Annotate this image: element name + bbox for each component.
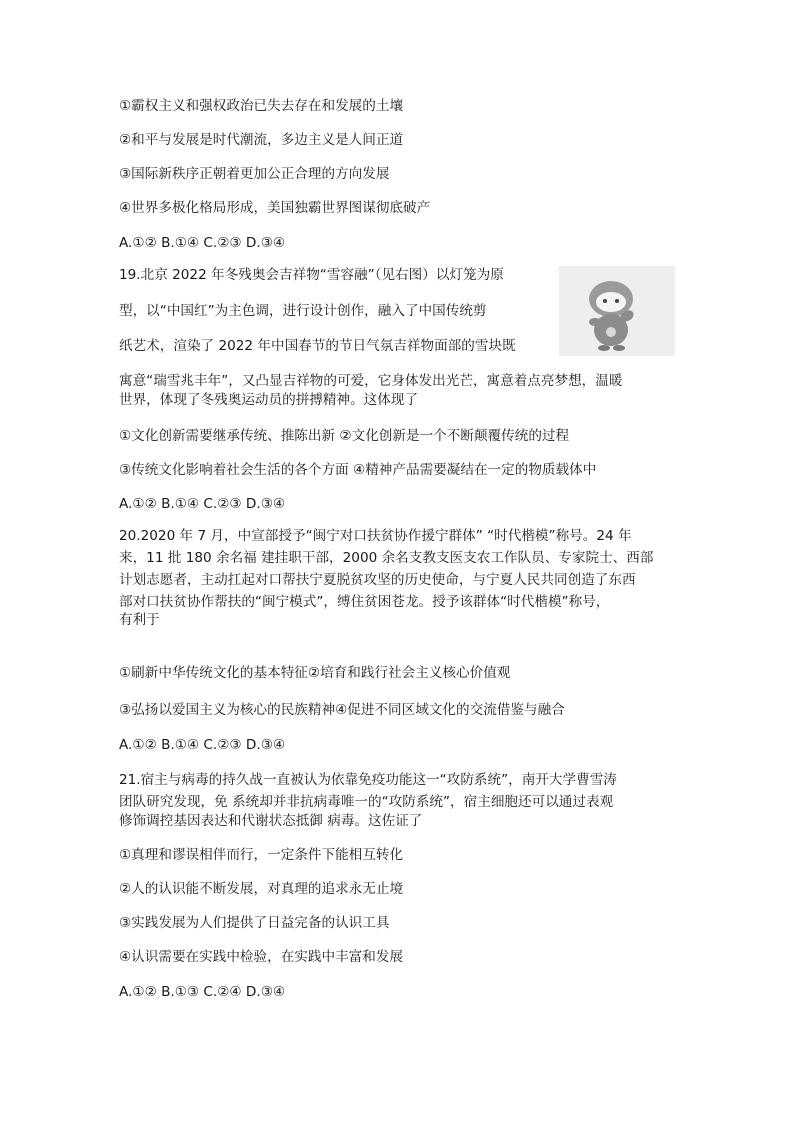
q20-option-1: ①刷新中华传统文化的基本特征②培育和践行社会主义核心价值观 — [119, 665, 511, 681]
q19-stem-line-3: 纸艺术，渲染了 2022 年中国春节的节日气氛吉祥物面部的雪块既 — [119, 338, 516, 354]
q20-option-2: ③弘扬以爱国主义为核心的民族精神④促进不同区域文化的交流借鉴与融合 — [119, 702, 565, 718]
mascot-image — [559, 266, 675, 356]
q21-option-4: ④认识需要在实践中检验，在实践中丰富和发展 — [119, 949, 404, 965]
q19-stem-line-4: 寓意“瑞雪兆丰年”，又凸显吉祥物的可爱，它身体发出光芒，寓意着点亮梦想，温暖 — [119, 373, 623, 389]
q19-stem-line-1: 19.北京 2022 年冬残奥会吉祥物“雪容融”（见右图）以灯笼为原 — [119, 267, 504, 283]
q20-stem-line-5: 有利于 — [119, 612, 160, 628]
q21-option-3: ③实践发展为人们提供了日益完备的认识工具 — [119, 915, 390, 931]
q18-option-2: ②和平与发展是时代潮流，多边主义是人间正道 — [119, 132, 404, 148]
q19-stem-line-2: 型，以“中国红”为主色调，进行设计创作，融入了中国传统剪 — [119, 303, 487, 319]
q20-stem-line-2: 来，11 批 180 余名福 建挂职干部，2000 余名支教支医支农工作队员、专家院士、西部 — [119, 550, 654, 566]
q21-stem-line-3: 修饰调控基因表达和代谢状态抵御 病毒。这佐证了 — [119, 813, 423, 829]
q21-option-2: ②人的认识能不断发展，对真理的追求永无止境 — [119, 881, 404, 897]
q20-stem-line-1: 20.2020 年 7 月，中宣部授予“闽宁对口扶贫协作援宁群体” “时代楷模”称号。24 年 — [119, 528, 632, 544]
q19-option-1: ①文化创新需要继承传统、推陈出新 ②文化创新是一个不断颠覆传统的过程 — [119, 428, 570, 444]
q19-option-2: ③传统文化影响着社会生活的各个方面 ④精神产品需要凝结在一定的物质载体中 — [119, 462, 597, 478]
q21-answers: A.①② B.①③ C.②④ D.③④ — [119, 984, 286, 1000]
q21-stem-line-2: 团队研究发现，免 系统却并非抗病毒唯一的“攻防系统”，宿主细胞还可以通过表观 — [119, 794, 614, 810]
q20-answers: A.①② B.①④ C.②③ D.③④ — [119, 737, 286, 753]
q18-answers: A.①② B.①④ C.②③ D.③④ — [119, 235, 286, 251]
mascot-illustration — [559, 266, 675, 356]
q18-option-3: ③国际新秩序正朝着更加公正合理的方向发展 — [119, 166, 390, 182]
q19-stem-line-5: 世界，体现了冬残奥运动员的拼搏精神。这体现了 — [119, 392, 419, 408]
q18-option-1: ①霸权主义和强权政治已失去存在和发展的土壤 — [119, 98, 404, 114]
q18-option-4: ④世界多极化格局形成，美国独霸世界图谋彻底破产 — [119, 200, 431, 216]
q21-stem-line-1: 21.宿主与病毒的持久战一直被认为依靠免疫功能这一“攻防系统”，南开大学曹雪涛 — [119, 772, 617, 788]
q20-stem-line-3: 计划志愿者，主动扛起对口帮扶宁夏脱贫攻坚的历史使命，与宁夏人民共同创造了东西 — [119, 572, 636, 588]
q19-answers: A.①② B.①④ C.②③ D.③④ — [119, 496, 286, 512]
q20-stem-line-4: 部对口扶贫协作帮扶的“闽宁模式”，缚住贫困苍龙。授予该群体“时代楷模”称号， — [119, 594, 610, 610]
q21-option-1: ①真理和谬误相伴而行，一定条件下能相互转化 — [119, 847, 404, 863]
